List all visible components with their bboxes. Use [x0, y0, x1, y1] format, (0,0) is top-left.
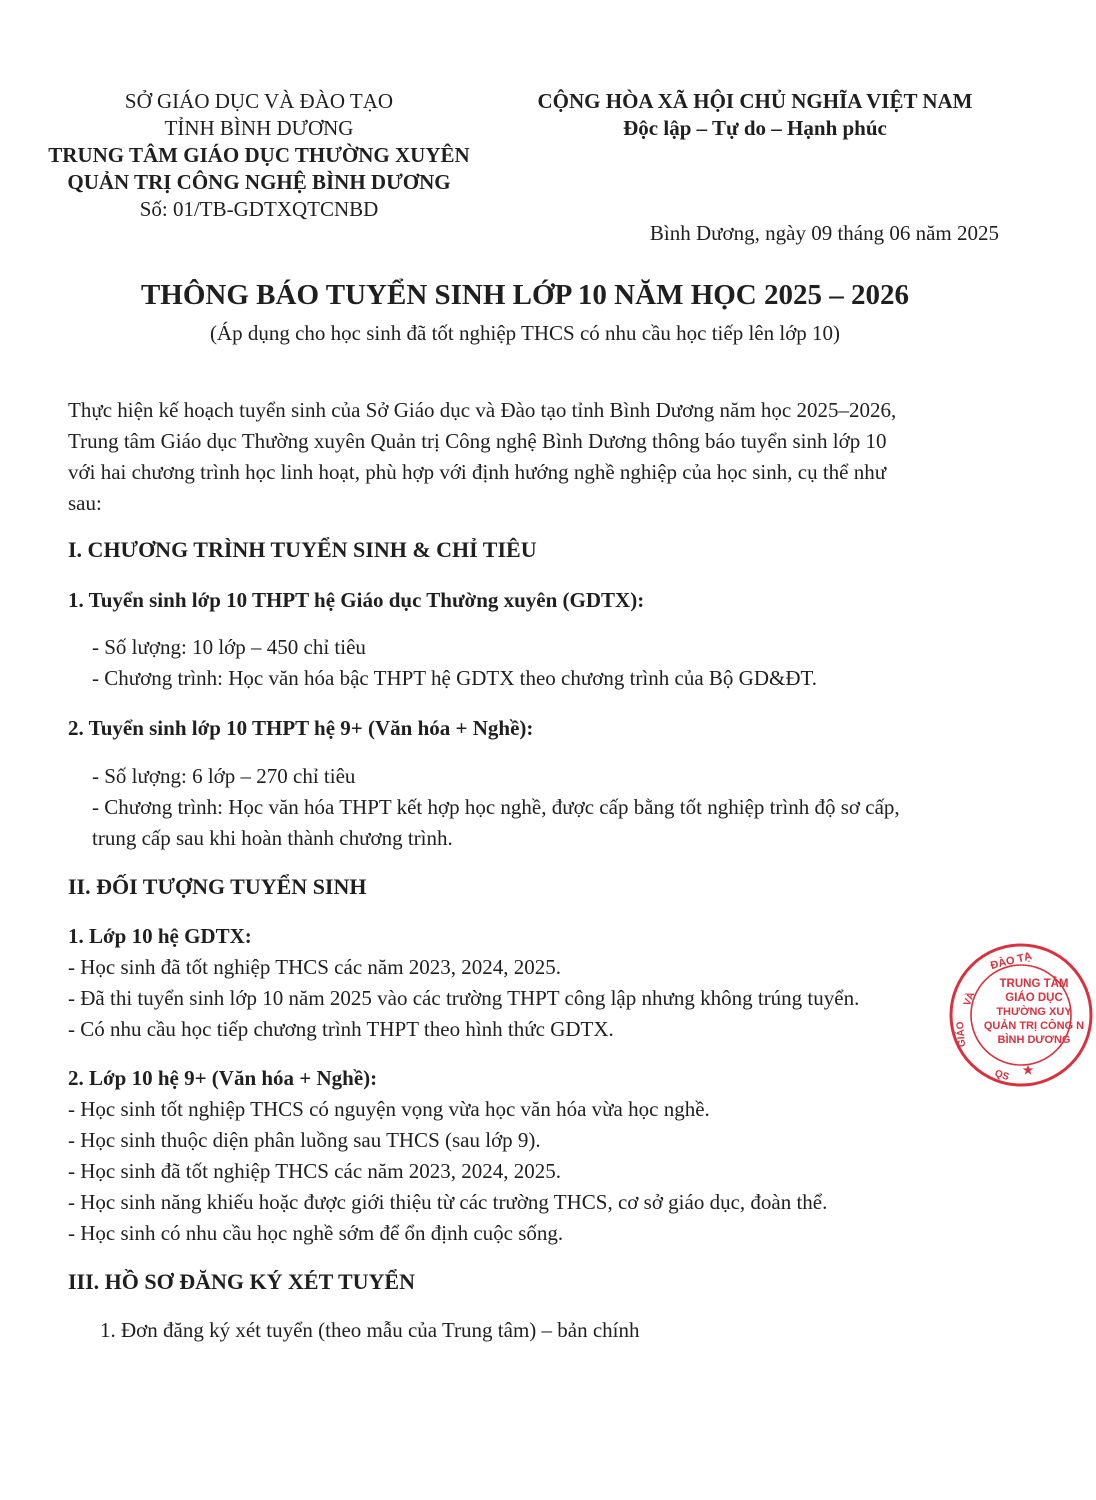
intro-paragraph: [68, 395, 896, 519]
list-item: - Chương trình: Học văn hóa THPT kết hợp học nghề, được cấp bằng tốt nghiệp trình độ sơ cấp,: [92, 795, 900, 819]
issuer-center-name-2: QUẢN TRỊ CÔNG NGHỆ BÌNH DƯƠNG: [67, 170, 451, 194]
issuer-block: [0, 88, 518, 223]
intro-line: Thực hiện kế hoạch tuyển sinh của Sở Giáo dục và Đào tạo tỉnh Bình Dương năm học 2025–2026,: [68, 398, 897, 422]
intro-line: Trung tâm Giáo dục Thường xuyên Quản trị Công nghệ Bình Dương thông báo tuyển sinh lớp 10: [68, 429, 887, 453]
country-name: CỘNG HÒA XÃ HỘI CHỦ NGHĨA VIỆT NAM: [537, 89, 973, 113]
list-item: - Học sinh tốt nghiệp THCS có nguyện vọng vừa học văn hóa vừa học nghề.: [68, 1097, 710, 1121]
stamp-line-5: BÌNH DƯƠNG: [997, 1034, 1071, 1046]
issuer-center-name: TRUNG TÂM GIÁO DỤC THƯỜNG XUYÊN: [48, 143, 470, 167]
stamp-line-1: TRUNG TÂM: [999, 978, 1069, 990]
stamp-line-3: THƯỜNG XUY: [996, 1006, 1072, 1018]
issuer-department: SỞ GIÁO DỤC VÀ ĐÀO TẠO: [124, 89, 394, 113]
national-motto-block: [505, 88, 1005, 142]
list-item: 1. Đơn đăng ký xét tuyển (theo mẫu của Trung tâm) – bản chính: [100, 1318, 640, 1342]
section-2-heading: II. ĐỐI TƯỢNG TUYỂN SINH: [68, 874, 367, 899]
stamp-arc-bottom: QS: [993, 1068, 1011, 1084]
stamp-arc-top: ĐÀO TẠ: [989, 950, 1034, 973]
list-item: - Chương trình: Học văn hóa bậc THPT hệ GDTX theo chương trình của Bộ GD&ĐT.: [92, 666, 818, 690]
stamp-line-2: GIÁO DỤC: [1005, 992, 1063, 1004]
document-number: Số: 01/TB-GDTXQTCNBD: [139, 197, 379, 221]
list-item: - Học sinh có nhu cầu học nghề sớm để ổn định cuộc sống.: [68, 1221, 564, 1245]
official-seal-stamp: [946, 940, 1096, 1090]
document-date: Bình Dương, ngày 09 tháng 06 năm 2025: [649, 221, 999, 245]
list-item: - Học sinh năng khiếu hoặc được giới thiệu từ các trường THCS, cơ sở giáo dục, đoàn thể.: [68, 1190, 828, 1214]
list-item: - Có nhu cầu học tiếp chương trình THPT theo hình thức GDTX.: [68, 1017, 614, 1041]
stamp-star: ★: [1022, 1063, 1034, 1077]
section-3-heading: III. HỒ SƠ ĐĂNG KÝ XÉT TUYỂN: [68, 1269, 415, 1294]
stamp-line-4: QUẢN TRỊ CÔNG N: [983, 1020, 1085, 1032]
national-motto: Độc lập – Tự do – Hạnh phúc: [623, 116, 887, 140]
list-item: trung cấp sau khi hoàn thành chương trình.: [92, 826, 453, 850]
list-item: - Số lượng: 6 lớp – 270 chỉ tiêu: [92, 764, 356, 788]
list-item: - Số lượng: 10 lớp – 450 chỉ tiêu: [92, 635, 366, 659]
list-item: - Đã thi tuyển sinh lớp 10 năm 2025 vào các trường THPT công lập nhưng không trúng tuyển.: [68, 986, 860, 1010]
section-2-sub-2-heading: 2. Lớp 10 hệ 9+ (Văn hóa + Nghề):: [68, 1066, 378, 1090]
section-1-heading: I. CHƯƠNG TRÌNH TUYỂN SINH & CHỈ TIÊU: [68, 537, 537, 562]
stamp-arc-left: GIÁO: [954, 1021, 969, 1048]
section-2-sub-1-heading: 1. Lớp 10 hệ GDTX:: [68, 924, 252, 948]
document-title: THÔNG BÁO TUYỂN SINH LỚP 10 NĂM HỌC 2025 – 2026: [140, 279, 910, 311]
stamp-arc-mid: VÀ: [961, 990, 978, 1008]
intro-line: với hai chương trình học linh hoạt, phù hợp với định hướng nghề nghiệp của học sinh, cụ thể như: [68, 460, 887, 484]
section-1-sub-1-heading: 1. Tuyển sinh lớp 10 THPT hệ Giáo dục Thường xuyên (GDTX):: [68, 588, 645, 612]
intro-line: sau:: [68, 491, 102, 515]
list-item: - Học sinh đã tốt nghiệp THCS các năm 2023, 2024, 2025.: [68, 1159, 562, 1183]
document-subtitle: (Áp dụng cho học sinh đã tốt nghiệp THCS có nhu cầu học tiếp lên lớp 10): [209, 321, 841, 345]
issuer-province: TỈNH BÌNH DƯƠNG: [164, 116, 354, 140]
list-item: - Học sinh đã tốt nghiệp THCS các năm 2023, 2024, 2025.: [68, 955, 562, 979]
section-1-sub-2-heading: 2. Tuyển sinh lớp 10 THPT hệ 9+ (Văn hóa + Nghề):: [68, 716, 534, 740]
list-item: - Học sinh thuộc diện phân luồng sau THCS (sau lớp 9).: [68, 1128, 541, 1152]
